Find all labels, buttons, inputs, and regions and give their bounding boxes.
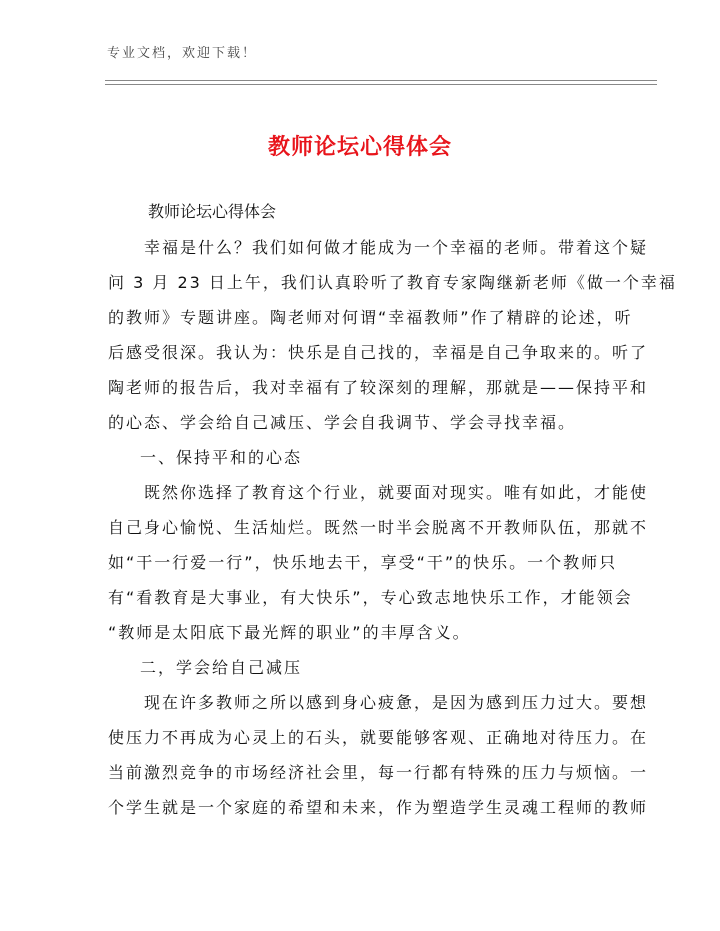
section-heading: 二，学会给自己减压 <box>140 658 303 677</box>
paragraph-line: “教师是太阳底下最光辉的职业”的丰厚含义。 <box>108 623 471 642</box>
document-body <box>108 230 677 825</box>
paragraph-line: 个学生就是一个家庭的希望和未来，作为塑造学生灵魂工程师的教师 <box>108 798 649 817</box>
paragraph-line: 问 3 月 23 日上午，我们认真聆听了教育专家陶继新老师《做一个幸福 <box>108 273 677 292</box>
paragraph-line: 的教师》专题讲座。陶老师对何谓“幸福教师”作了精辟的论述，听 <box>108 308 633 327</box>
paragraph-line: 陶老师的报告后，我对幸福有了较深刻的理解，那就是——保持平和 <box>108 378 649 397</box>
paragraph-line: 的心态、学会给自己减压、学会自我调节、学会寻找幸福。 <box>108 413 577 432</box>
paragraph-line: 有“看教育是大事业，有大快乐”，专心致志地快乐工作，才能领会 <box>108 588 633 607</box>
page-header-text: 专业文档，欢迎下载！ <box>107 46 258 61</box>
paragraph-line: 如“干一行爱一行”，快乐地去干，享受“干”的快乐。一个教师只 <box>108 553 618 572</box>
paragraph-line: 自己身心愉悦、生活灿烂。既然一时半会脱离不开教师队伍，那就不 <box>108 518 649 537</box>
paragraph-line: 幸福是什么？我们如何做才能成为一个幸福的老师。带着这个疑 <box>144 238 649 257</box>
document-subtitle: 教师论坛心得体会 <box>148 202 277 221</box>
header-divider <box>105 80 657 85</box>
paragraph-line: 既然你选择了教育这个行业，就要面对现实。唯有如此，才能使 <box>144 483 649 502</box>
paragraph-line: 现在许多教师之所以感到身心疲惫，是因为感到压力过大。要想 <box>144 693 649 712</box>
paragraph-line: 当前激烈竞争的市场经济社会里，每一行都有特殊的压力与烦恼。一 <box>108 763 649 782</box>
section-heading: 一、保持平和的心态 <box>140 448 303 467</box>
paragraph-line: 后感受很深。我认为：快乐是自己找的，幸福是自己争取来的。听了 <box>108 343 649 362</box>
paragraph-line: 使压力不再成为心灵上的石头，就要能够客观、正确地对待压力。在 <box>108 728 649 747</box>
document-title: 教师论坛心得体会 <box>267 135 452 160</box>
